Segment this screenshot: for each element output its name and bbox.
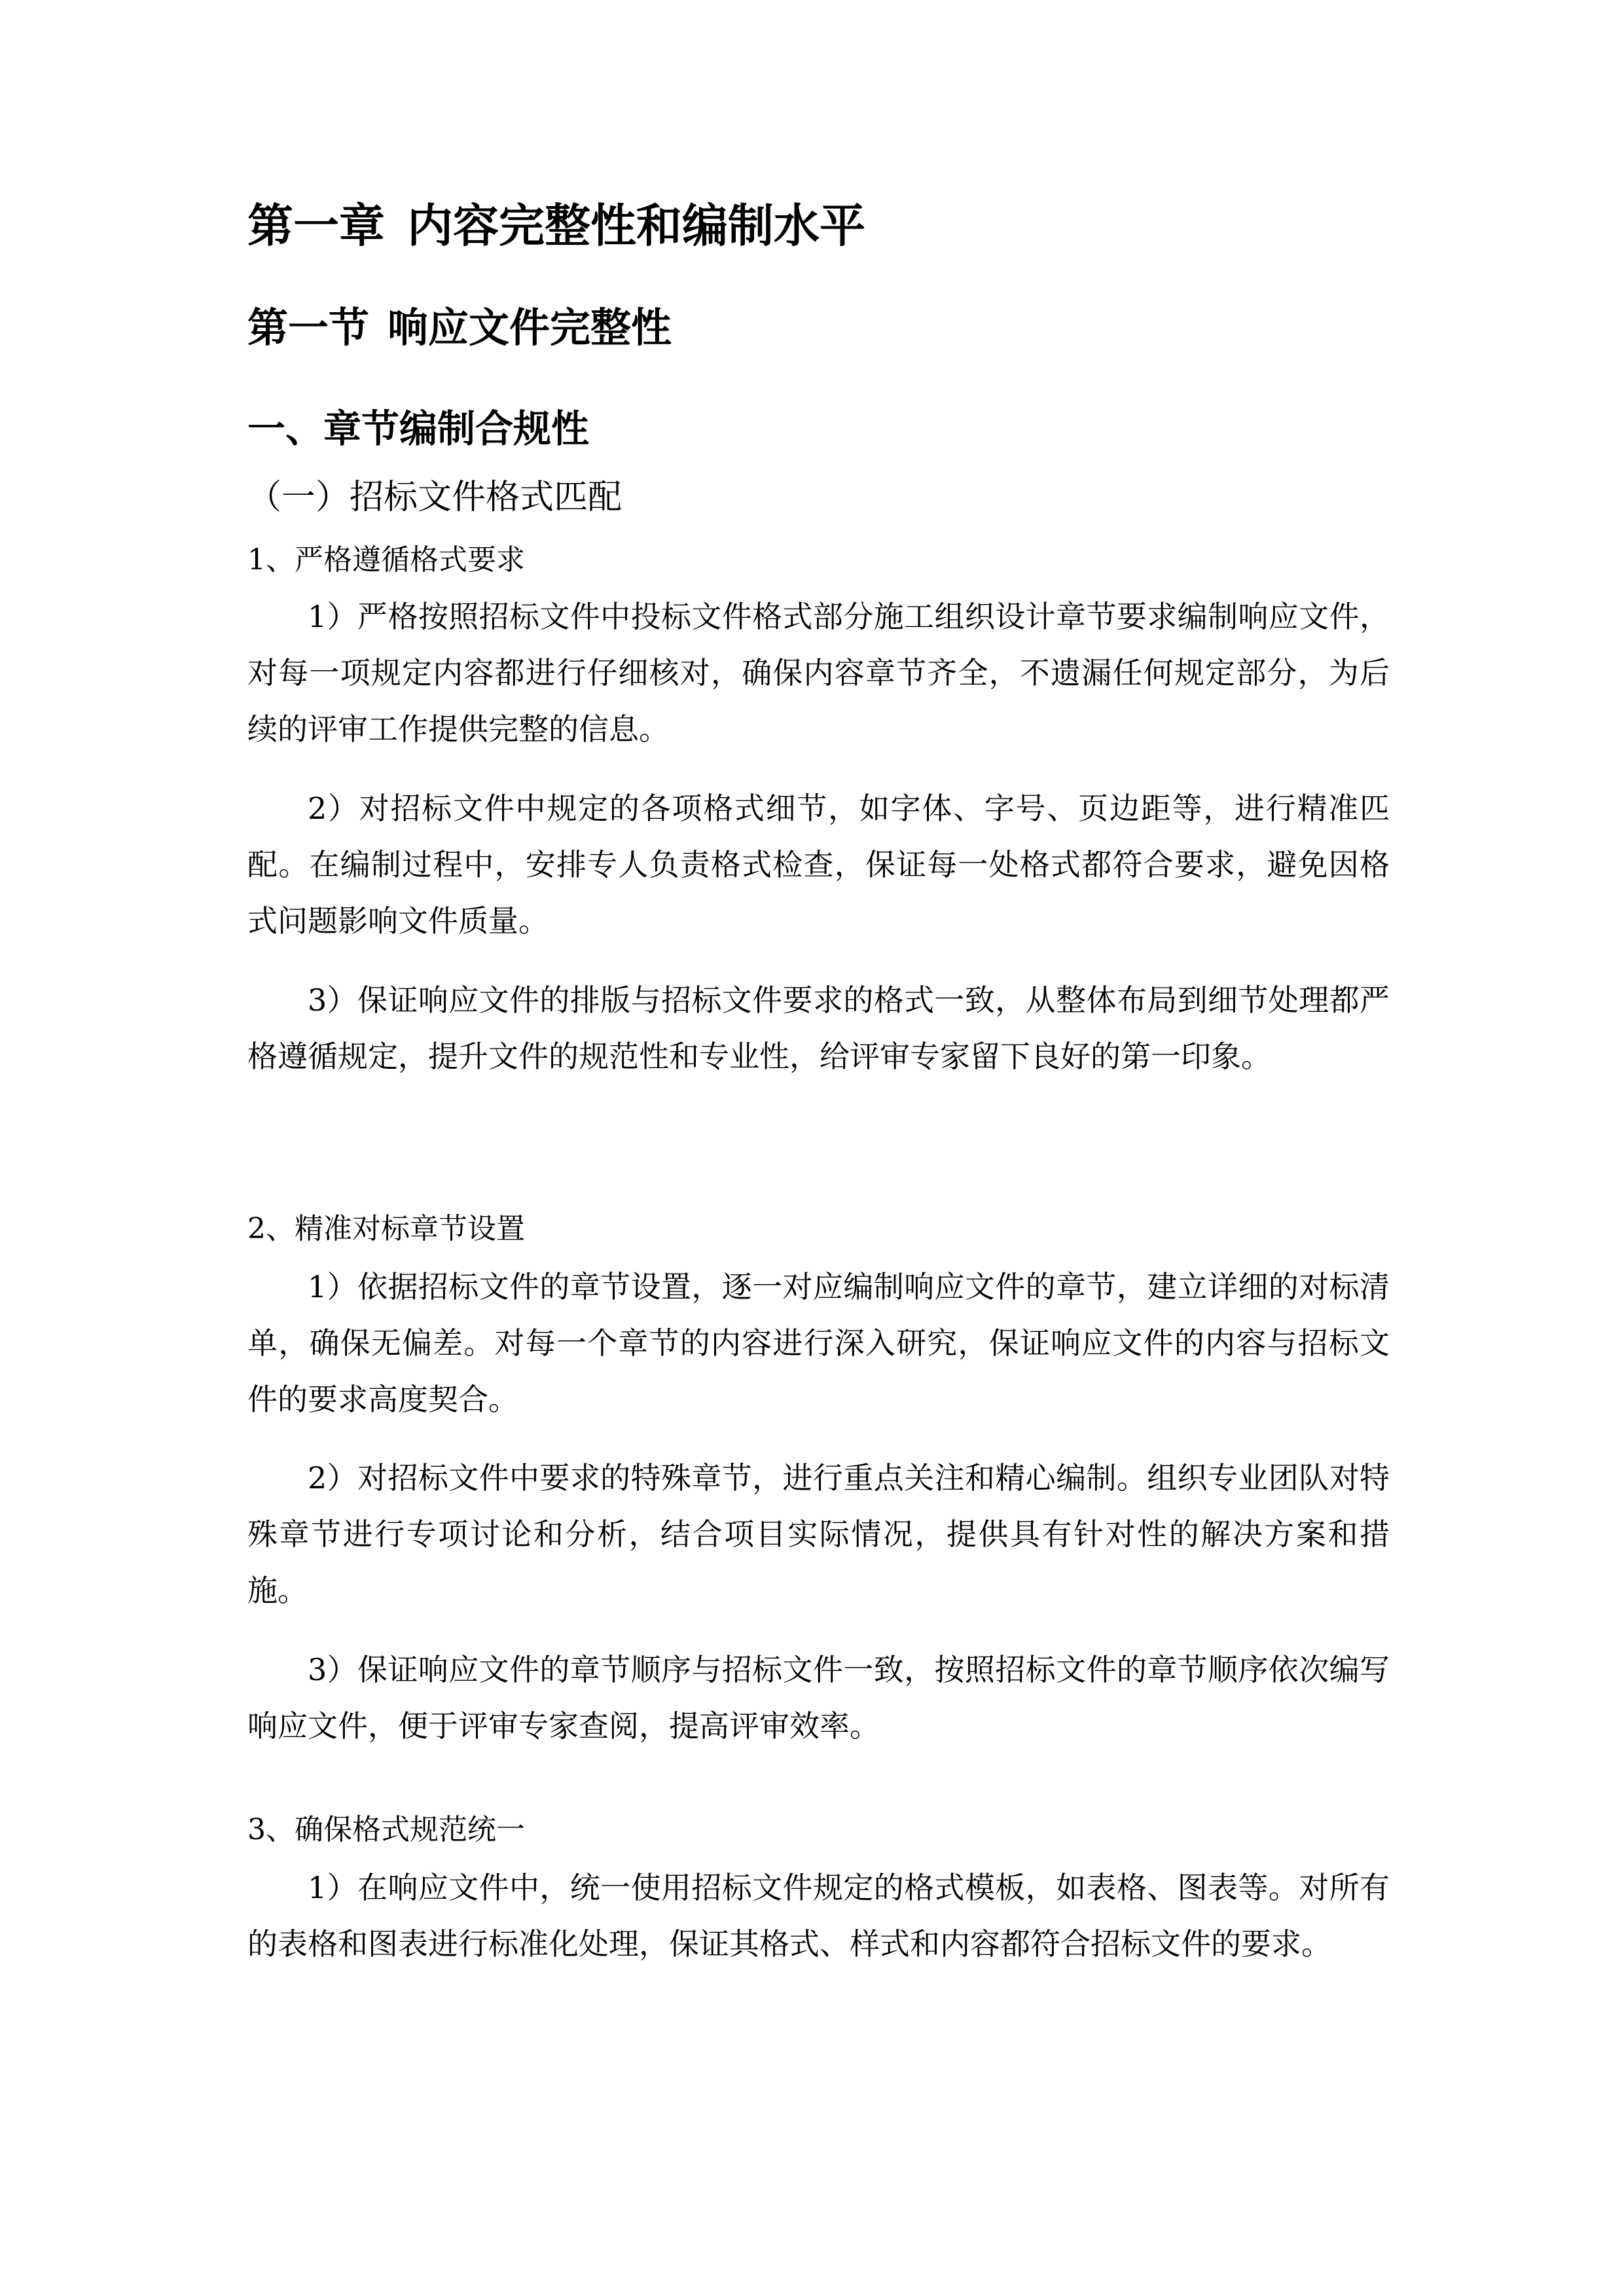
paragraph-2-3: 3）保证响应文件的章节顺序与招标文件一致，按照招标文件的章节顺序依次编写响应文件，便于评审专家查阅，提高评审效率。 xyxy=(247,1652,1390,1744)
item-heading-3: 3、确保格式规范统一 xyxy=(247,1813,525,1846)
chapter-title: 内容完整性和编制水平 xyxy=(407,199,865,253)
heading-level-1: 一、章节编制合规性 xyxy=(247,406,590,451)
chapter-number: 第一章 xyxy=(247,199,385,253)
section-title: 响应文件完整性 xyxy=(388,304,672,351)
item-heading-1: 1、严格遵循格式要求 xyxy=(247,543,525,577)
paragraph-1-1: 1）严格按照招标文件中投标文件格式部分施工组织设计章节要求编制响应文件，对每一项规定内容都进行仔细核对，确保内容章节齐全，不遗漏任何规定部分，为后续的评审工作提供完整的信息。 xyxy=(247,599,1390,747)
section-number: 第一节 xyxy=(247,304,370,351)
item-heading-2: 2、精准对标章节设置 xyxy=(247,1212,525,1246)
paragraph-1-3: 3）保证响应文件的排版与招标文件要求的格式一致，从整体布局到细节处理都严格遵循规定，提升文件的规范性和专业性，给评审专家留下良好的第一印象。 xyxy=(247,982,1390,1074)
paragraph-3-1: 1）在响应文件中，统一使用招标文件规定的格式模板，如表格、图表等。对所有的表格和图表进行标准化处理，保证其格式、样式和内容都符合招标文件的要求。 xyxy=(247,1870,1390,1962)
paragraph-2-1: 1）依据招标文件的章节设置，逐一对应编制响应文件的章节，建立详细的对标清单，确保无偏差。对每一个章节的内容进行深入研究，保证响应文件的内容与招标文件的要求高度契合。 xyxy=(247,1269,1390,1417)
paragraph-1-2: 2）对招标文件中规定的各项格式细节，如字体、字号、页边距等，进行精准匹配。在编制过程中，安排专人负责格式检查，保证每一处格式都符合要求，避免因格式问题影响文件质量。 xyxy=(247,791,1390,939)
paragraph-2-2: 2）对招标文件中要求的特殊章节，进行重点关注和精心编制。组织专业团队对特殊章节进行专项讨论和分析，结合项目实际情况，提供具有针对性的解决方案和措施。 xyxy=(247,1460,1390,1608)
section-heading xyxy=(247,304,672,351)
chapter-heading xyxy=(247,200,865,252)
heading-level-2: （一）招标文件格式匹配 xyxy=(247,478,623,517)
